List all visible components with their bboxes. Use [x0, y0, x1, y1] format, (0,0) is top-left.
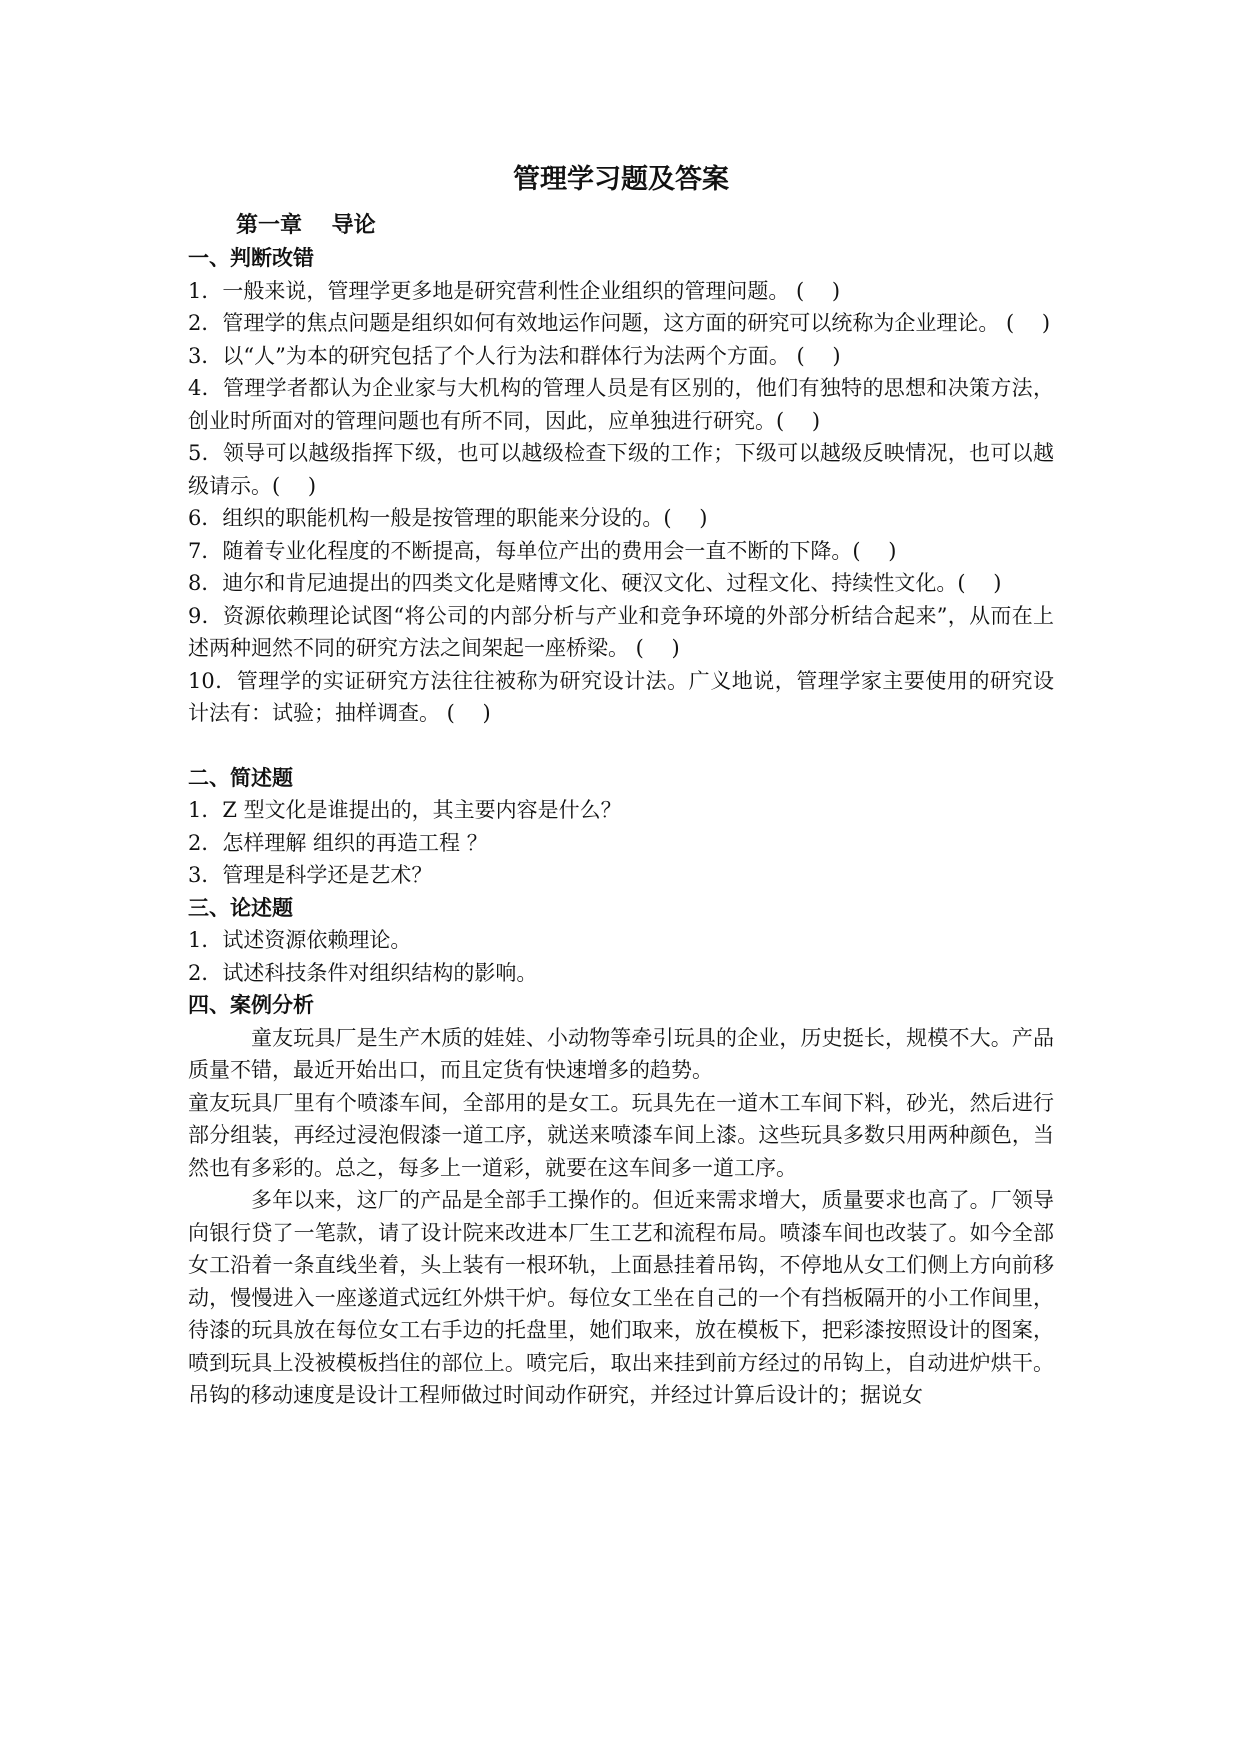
essay-item: 2．试述科技条件对组织结构的影响。 — [188, 960, 538, 985]
judgment-item: 5．领导可以越级指挥下级，也可以越级检查下级的工作；下级可以越级反映情况，也可以越级请示。( ) — [188, 441, 1054, 498]
document-page — [188, 160, 1054, 1412]
judgment-item: 3．以“人”为本的研究包括了个人行为法和群体行为法两个方面。 ( ) — [188, 343, 841, 368]
short-answer-item: 2．怎样理解 组织的再造工程 ？ — [188, 830, 488, 855]
section-heading-case-study: 四、案例分析 — [188, 992, 314, 1017]
section-heading-short-answer: 二、简述题 — [188, 764, 293, 790]
judgment-item: 4．管理学者都认为企业家与大机构的管理人员是有区别的，他们有独特的思想和决策方法，创业时所面对的管理问题也有所不同，因此，应单独进行研究。( ) — [188, 376, 1054, 433]
section-spacer — [188, 730, 1054, 762]
short-answer-item: 1．Z 型文化是谁提出的，其主要内容是什么？ — [188, 798, 622, 822]
judgment-item: 10．管理学的实证研究方法往往被称为研究设计法。广义地说，管理学家主要使用的研究设计法有：试验；抽样调查。 ( ) — [188, 668, 1054, 725]
judgment-item: 1．一般来说，管理学更多地是研究营利性企业组织的管理问题。 ( ) — [188, 278, 841, 303]
section-heading-essay: 三、论述题 — [188, 894, 293, 920]
case-paragraph: 多年以来，这厂的产品是全部手工操作的。但近来需求增大，质量要求也高了。厂领导向银行贷了一笔款，请了设计院来改进本厂生工艺和流程布局。喷漆车间也改装了。如今全部女工沿着一条直线坐着，头上装有一根环轨，上面悬挂着吊钩，不停地从女工们侧上方向前移动，慢慢进入一座遂道式远红外烘干炉。每位女工坐在自己的一个有挡板隔开的小工作间里，待漆的玩具放在每位女工右手边的托盘里，她们取来，放在模板下，把彩漆按照设计的图案，喷到玩具上没被模板挡住的部位上。喷完后，取出来挂到前方经过的吊钩上，自动进炉烘干。吊钩的移动速度是设计工程师做过时间动作研究，并经过计算后设计的；据说女 — [188, 1188, 1054, 1407]
document-title: 管理学习题及答案 — [513, 164, 729, 195]
essay-item: 1．试述资源依赖理论。 — [188, 928, 412, 952]
case-paragraph: 童友玩具厂是生产木质的娃娃、小动物等牵引玩具的企业，历史挺长，规模不大。产品质量不错，最近开始出口，而且定货有快速增多的趋势。 — [188, 1025, 1054, 1082]
chapter-heading: 第一章 导论 — [236, 212, 376, 238]
section-heading-judgment: 一、判断改错 — [188, 245, 314, 270]
judgment-item: 2．管理学的焦点问题是组织如何有效地运作问题，这方面的研究可以统称为企业理论。 ( ) — [188, 311, 1051, 335]
judgment-item: 8．迪尔和肯尼迪提出的四类文化是赌博文化、硬汉文化、过程文化、持续性文化。( ) — [188, 571, 1002, 595]
judgment-item: 9．资源依赖理论试图“将公司的内部分析与产业和竞争环境的外部分析结合起来”，从而在上述两种迥然不同的研究方法之间架起一座桥梁。 ( ) — [188, 603, 1054, 660]
short-answer-item: 3．管理是科学还是艺术？ — [188, 863, 433, 887]
judgment-item: 7．随着专业化程度的不断提高，每单位产出的费用会一直不断的下降。( ) — [188, 538, 897, 563]
judgment-item: 6．组织的职能机构一般是按管理的职能来分设的。( ) — [188, 506, 708, 530]
case-paragraph: 童友玩具厂里有个喷漆车间，全部用的是女工。玩具先在一道木工车间下料，砂光，然后进行部分组装，再经过浸泡假漆一道工序，就送来喷漆车间上漆。这些玩具多数只用两种颜色，当然也有多彩的。总之，每多上一道彩，就要在这车间多一道工序。 — [188, 1090, 1054, 1180]
